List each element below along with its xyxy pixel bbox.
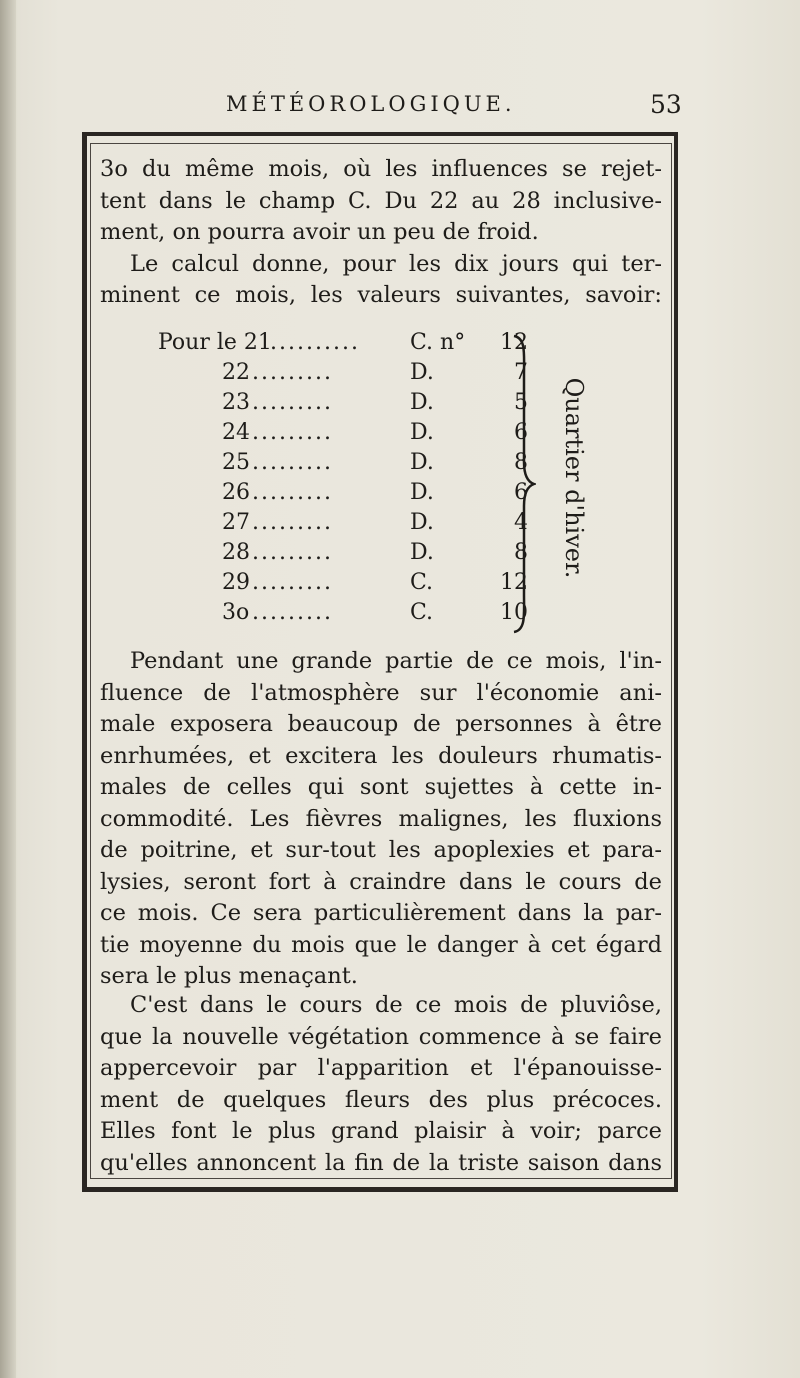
value-cell: 4 [514, 510, 528, 535]
text-line: ment, on pourra avoir un peu de froid. [100, 219, 539, 245]
page-gutter [0, 0, 16, 1378]
paragraph-vegetation [100, 990, 662, 1179]
code-cell: C. n° [410, 330, 466, 355]
day-cell: 28 [222, 540, 250, 565]
text-line: tie moyenne du mois que le danger à cet égard [100, 931, 662, 958]
text-line: de poitrine, et sur-tout les apoplexies et para- [100, 837, 662, 863]
text-line: males de celles qui sont sujettes à cette in- [100, 774, 662, 800]
value-cell: 10 [500, 600, 528, 625]
code-cell: D. [410, 420, 434, 445]
table-row [158, 390, 538, 420]
text-line: que la nouvelle végétation commence à se faire [100, 1023, 662, 1050]
quartier-label: Quartier d'hiver. [560, 377, 588, 579]
day-cell: 27 [222, 510, 250, 535]
day-cell: 24 [222, 420, 250, 445]
text-line: minent ce mois, les valeurs suivantes, savoir: [100, 282, 662, 308]
table-row [158, 540, 538, 570]
leader-dots: ......... [252, 420, 333, 445]
text-line: male exposera beaucoup de personnes à être [100, 711, 662, 737]
text-line: appercevoir par l'apparition et l'épanouisse- [100, 1055, 662, 1081]
page-number: 53 [650, 90, 682, 119]
table-row [158, 570, 538, 600]
leader-dots: ......... [252, 540, 333, 565]
code-cell: D. [410, 510, 434, 535]
table-row [158, 420, 538, 450]
text-line: lysies, seront fort à craindre dans le cours de [100, 868, 662, 895]
text-line: enrhumées, et excitera les douleurs rhumatis- [100, 742, 662, 769]
text-line: C'est dans le cours de ce mois de pluviôse, [130, 992, 662, 1018]
text-line: commodité. Les fièvres malignes, les fluxions [100, 805, 662, 832]
leader-dots: ......... [252, 390, 333, 415]
code-cell: C. [410, 570, 434, 595]
day-cell: 25 [222, 450, 250, 475]
leader-dots: ......... [252, 570, 333, 595]
day-cell: 22 [222, 360, 250, 385]
table-row [158, 360, 538, 390]
text-line: ment de quelques fleurs des plus précoces. [100, 1086, 662, 1113]
day-cell: Pour le 21 [158, 330, 272, 355]
text-line: ce mois. Ce sera particulièrement dans la par- [100, 900, 662, 926]
text-line: Le calcul donne, pour les dix jours qui ter- [130, 250, 662, 277]
value-cell: 12 [500, 570, 528, 595]
code-cell: D. [410, 450, 434, 475]
value-cell: 6 [514, 480, 528, 505]
leader-dots: ......... [252, 510, 333, 535]
code-cell: D. [410, 390, 434, 415]
text-line: Elles font le plus grand plaisir à voir; parce [100, 1118, 662, 1144]
value-cell: 12 [500, 330, 528, 355]
text-line: tent dans le champ C. Du 22 au 28 inclusive- [100, 187, 662, 214]
value-cell: 8 [514, 540, 528, 565]
day-cell: 26 [222, 480, 250, 505]
table-row [158, 330, 538, 360]
value-cell: 8 [514, 450, 528, 475]
leader-dots: ......... [252, 600, 333, 625]
value-cell: 7 [514, 360, 528, 385]
leader-dots: ......... [252, 450, 333, 475]
leader-dots: ......... [252, 480, 333, 505]
day-cell: 3o [222, 600, 250, 625]
day-cell: 23 [222, 390, 250, 415]
table-row [158, 450, 538, 480]
code-cell: D. [410, 540, 434, 565]
paragraph-health [100, 646, 662, 993]
code-cell: C. [410, 600, 434, 625]
table-row [158, 510, 538, 540]
text-line: sera le plus menaçant. [100, 963, 358, 989]
leader-dots: .......... [270, 330, 360, 355]
text-line: fluence de l'atmosphère sur l'économie ani- [100, 679, 662, 706]
paragraph-intro [100, 154, 662, 312]
code-cell: D. [410, 480, 434, 505]
leader-dots: ......... [252, 360, 333, 385]
text-line: 3o du même mois, où les influences se rejet- [100, 156, 662, 182]
page-header [0, 92, 800, 128]
day-cell: 29 [222, 570, 250, 595]
right-brace [512, 334, 536, 634]
text-line: Pendant une grande partie de ce mois, l'in- [130, 648, 662, 674]
code-cell: D. [410, 360, 434, 385]
value-cell: 5 [514, 390, 528, 415]
text-line: qu'elles annoncent la fin de la triste saison dans [100, 1149, 662, 1176]
running-title: MÉTÉOROLOGIQUE. [226, 92, 516, 116]
table-row [158, 600, 538, 630]
value-cell: 6 [514, 420, 528, 445]
table-row [158, 480, 538, 510]
